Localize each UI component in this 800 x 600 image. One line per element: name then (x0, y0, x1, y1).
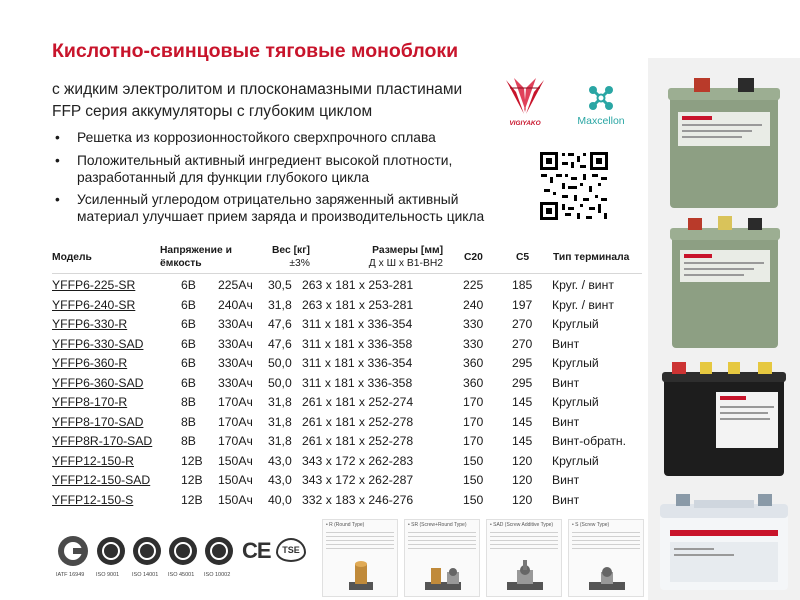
c20-cell: 360 (463, 356, 484, 370)
table-row (52, 354, 642, 374)
model-cell[interactable]: YFFP12-150-SAD (52, 473, 151, 487)
screw-additive-terminal-icon (503, 558, 547, 592)
model-cell[interactable]: YFFP6-225-SR (52, 278, 136, 292)
dimensions-cell: 263 x 181 x 253-281 (302, 297, 414, 312)
col-header-weight (272, 245, 310, 270)
table-row (52, 296, 642, 316)
weight-cell: 30,5 (268, 278, 292, 292)
table-row (52, 315, 642, 335)
c5-cell: 270 (512, 336, 533, 351)
table-row (52, 393, 642, 413)
capacity-cell: 330Ач (218, 317, 253, 331)
voltage-cell: 6В (181, 356, 196, 370)
weight-cell: 47,6 (268, 317, 292, 331)
dimensions-cell: 261 x 181 x 252-278 (302, 434, 414, 448)
capacity-cell: 150Ач (218, 453, 253, 468)
vigiyako-logo (500, 74, 550, 130)
model-cell[interactable]: YFFP12-150-R (52, 453, 134, 468)
voltage-cell: 12В (181, 453, 203, 468)
capacity-cell: 330Ач (218, 375, 253, 390)
weight-cell: 50,0 (268, 356, 292, 370)
voltage-cell: 12В (181, 492, 203, 507)
table-row (52, 335, 642, 355)
table-row (52, 432, 642, 452)
terminal-type-description (408, 529, 476, 551)
iso10002-cert-icon (204, 536, 234, 566)
dimensions-cell: 261 x 181 x 252-274 (302, 395, 414, 409)
voltage-cell: 6В (181, 336, 196, 351)
table-row (52, 471, 642, 491)
iso9001-cert-label: ISO 9001 (96, 572, 120, 578)
terminal-type-label: • S (Screw Type) (572, 522, 610, 528)
terminal-cell: Круглый (552, 453, 599, 468)
voltage-cell: 8В (181, 414, 196, 429)
terminal-types-strip (322, 519, 644, 597)
feature-item: • Положительный активный ингредиент высокой плотности, разработанный для функции глубокого цикла (52, 152, 522, 187)
c20-cell: 170 (463, 434, 484, 448)
terminal-type-description (326, 529, 394, 551)
terminal-cell: Круглый (552, 317, 599, 331)
subtitle-line-1: с жидким электролитом и плосконамазными пластинами (52, 81, 463, 98)
c5-cell: 145 (512, 434, 533, 448)
c5-cell: 185 (512, 278, 533, 292)
terminal-cell: Круглый (552, 356, 599, 370)
terminal-type-label: • R (Round Type) (326, 522, 365, 528)
c20-cell: 240 (463, 297, 484, 312)
terminal-type-card (486, 519, 562, 597)
col-header-voltage-capacity-line1: Напряжение и (160, 245, 232, 256)
terminal-cell: Круг. / винт (552, 297, 614, 312)
ce-mark: CE (242, 538, 271, 563)
c5-cell: 295 (512, 375, 533, 390)
c5-cell: 120 (512, 473, 533, 487)
dimensions-cell: 343 x 172 x 262-287 (302, 473, 414, 487)
terminal-cell: Винт (552, 492, 580, 507)
table-row (52, 491, 642, 511)
weight-cell: 31,8 (268, 434, 292, 448)
dimensions-cell: 311 x 181 x 336-354 (302, 317, 413, 331)
iso14001-cert-label: ISO 14001 (132, 572, 159, 578)
capacity-cell: 170Ач (218, 434, 253, 448)
vigiyako-wordmark: VIGIYAKO (509, 120, 541, 127)
terminal-cell: Круг. / винт (552, 278, 614, 292)
dimensions-cell: 311 x 181 x 336-354 (302, 356, 413, 370)
col-header-voltage-capacity-line2: ёмкость (160, 257, 202, 269)
vigiyako-emblem-icon (500, 74, 550, 120)
model-cell[interactable]: YFFP6-360-R (52, 356, 128, 370)
c20-cell: 225 (463, 278, 484, 292)
terminal-type-description (490, 529, 558, 551)
col-header-dimensions (338, 245, 443, 270)
dimensions-cell: 332 x 183 x 246-276 (302, 492, 414, 507)
weight-cell: 31,8 (268, 297, 292, 312)
model-cell[interactable]: YFFP8-170-SAD (52, 414, 144, 429)
voltage-cell: 12В (181, 473, 203, 487)
feature-list (52, 129, 522, 231)
c5-cell: 145 (512, 395, 533, 409)
col-header-model: Модель (52, 252, 92, 263)
voltage-cell: 8В (181, 395, 196, 409)
col-header-weight-line2: ±3% (289, 257, 310, 269)
terminal-type-card (322, 519, 398, 597)
terminal-cell: Винт (552, 473, 580, 487)
qr-code-icon[interactable] (538, 150, 610, 222)
c5-cell: 120 (512, 492, 533, 507)
col-header-dimensions-line1: Размеры [мм] (372, 245, 443, 256)
header-divider (52, 273, 642, 274)
weight-cell: 47,6 (268, 336, 292, 351)
battery-photo-1 (664, 72, 784, 210)
capacity-cell: 225Ач (218, 278, 253, 292)
c20-cell: 330 (463, 317, 484, 331)
capacity-cell: 150Ач (218, 473, 253, 487)
col-header-weight-line1: Вес [кг] (272, 245, 310, 256)
spec-table (52, 276, 642, 510)
maxcellon-logo (560, 80, 642, 130)
iso14001-cert-icon (132, 536, 162, 566)
model-cell[interactable]: YFFP6-360-SAD (52, 375, 144, 390)
battery-photo-2 (666, 214, 784, 350)
weight-cell: 43,0 (268, 473, 292, 487)
battery-photo-4 (654, 490, 794, 592)
dimensions-cell: 263 x 181 x 253-281 (302, 278, 414, 292)
battery-photo-3 (658, 356, 790, 478)
c20-cell: 330 (463, 336, 484, 351)
certifications (52, 534, 312, 594)
dimensions-cell: 343 x 172 x 262-283 (302, 453, 414, 468)
voltage-cell: 6В (181, 317, 196, 331)
model-cell[interactable]: YFFP8R-170-SAD (52, 434, 153, 448)
c20-cell: 360 (463, 375, 484, 390)
table-row (52, 374, 642, 394)
terminal-type-label: • SR (Screw+Round Type) (408, 522, 467, 528)
c5-cell: 270 (512, 317, 533, 331)
terminal-type-card (568, 519, 644, 597)
model-cell[interactable]: YFFP6-240-SR (52, 297, 136, 312)
capacity-cell: 170Ач (218, 395, 253, 409)
voltage-cell: 6В (181, 375, 196, 390)
iso45001-cert-label: ISO 45001 (168, 572, 195, 578)
terminal-type-label: • SAD (Screw Additive Type) (490, 522, 554, 528)
terminal-cell: Винт (552, 375, 580, 390)
model-cell[interactable]: YFFP12-150-S (52, 492, 134, 507)
voltage-cell: 6В (181, 297, 196, 312)
c5-cell: 120 (512, 453, 533, 468)
weight-cell: 40,0 (268, 492, 292, 507)
terminal-cell: Винт (552, 336, 580, 351)
terminal-cell: Винт (552, 414, 580, 429)
col-header-c5: C5 (516, 252, 530, 263)
terminal-cell: Круглый (552, 395, 599, 409)
weight-cell: 31,8 (268, 414, 292, 429)
c20-cell: 150 (463, 453, 484, 468)
iatf-cert-label: IATF 16949 (56, 572, 85, 578)
tse-mark: TSE (276, 538, 306, 562)
feature-item: • Усиленный углеродом отрицательно заряженный активный материал улучшает прием заряда и производительность цикла (52, 191, 522, 226)
c20-cell: 150 (463, 473, 484, 487)
weight-cell: 50,0 (268, 375, 292, 390)
table-row (52, 413, 642, 433)
model-cell[interactable]: YFFP6-330-SAD (52, 336, 144, 351)
capacity-cell: 330Ач (218, 356, 253, 370)
capacity-cell: 330Ач (218, 336, 253, 351)
c5-cell: 145 (512, 414, 533, 429)
weight-cell: 43,0 (268, 453, 292, 468)
product-photo-column (648, 58, 800, 600)
table-row (52, 452, 642, 472)
maxcellon-emblem-icon (560, 80, 642, 114)
weight-cell: 31,8 (268, 395, 292, 409)
model-cell[interactable]: YFFP8-170-R (52, 395, 128, 409)
maxcellon-wordmark: Maxcellon (577, 115, 625, 127)
screw-terminal-icon (585, 558, 629, 592)
col-header-c20: C20 (464, 252, 483, 263)
col-header-dimensions-line2: Д x Ш x В1-ВН2 (368, 257, 443, 269)
c5-cell: 197 (512, 297, 533, 312)
c20-cell: 150 (463, 492, 484, 507)
terminal-type-card (404, 519, 480, 597)
iso45001-cert-icon (168, 536, 198, 566)
capacity-cell: 170Ач (218, 414, 253, 429)
screw-round-terminal-icon (421, 558, 465, 592)
col-header-voltage-capacity (160, 245, 232, 270)
dimensions-cell: 261 x 181 x 252-278 (302, 414, 414, 429)
capacity-cell: 240Ач (218, 297, 253, 312)
round-terminal-icon (343, 556, 379, 592)
voltage-cell: 6В (181, 278, 196, 292)
terminal-cell: Винт-обратн. (552, 434, 627, 448)
iso9001-cert-icon (96, 536, 126, 566)
c5-cell: 295 (512, 356, 533, 370)
iatf-cert-icon (56, 534, 90, 568)
terminal-type-description (572, 529, 640, 551)
model-cell[interactable]: YFFP6-330-R (52, 317, 128, 331)
table-row (52, 276, 642, 296)
voltage-cell: 8В (181, 434, 196, 448)
page-title: Кислотно-свинцовые тяговые моноблоки (52, 40, 459, 62)
c20-cell: 170 (463, 395, 484, 409)
dimensions-cell: 311 x 181 x 336-358 (302, 336, 413, 351)
iso10002-cert-label: ISO 10002 (204, 572, 231, 578)
capacity-cell: 150Ач (218, 492, 253, 507)
subtitle-line-2: FFP серия аккумуляторы с глубоким циклом (52, 103, 373, 120)
feature-item: • Решетка из коррозионностойкого сверхпрочного сплава (52, 129, 522, 147)
c20-cell: 170 (463, 414, 484, 429)
col-header-terminal: Тип терминала (553, 252, 630, 263)
dimensions-cell: 311 x 181 x 336-358 (302, 375, 413, 390)
